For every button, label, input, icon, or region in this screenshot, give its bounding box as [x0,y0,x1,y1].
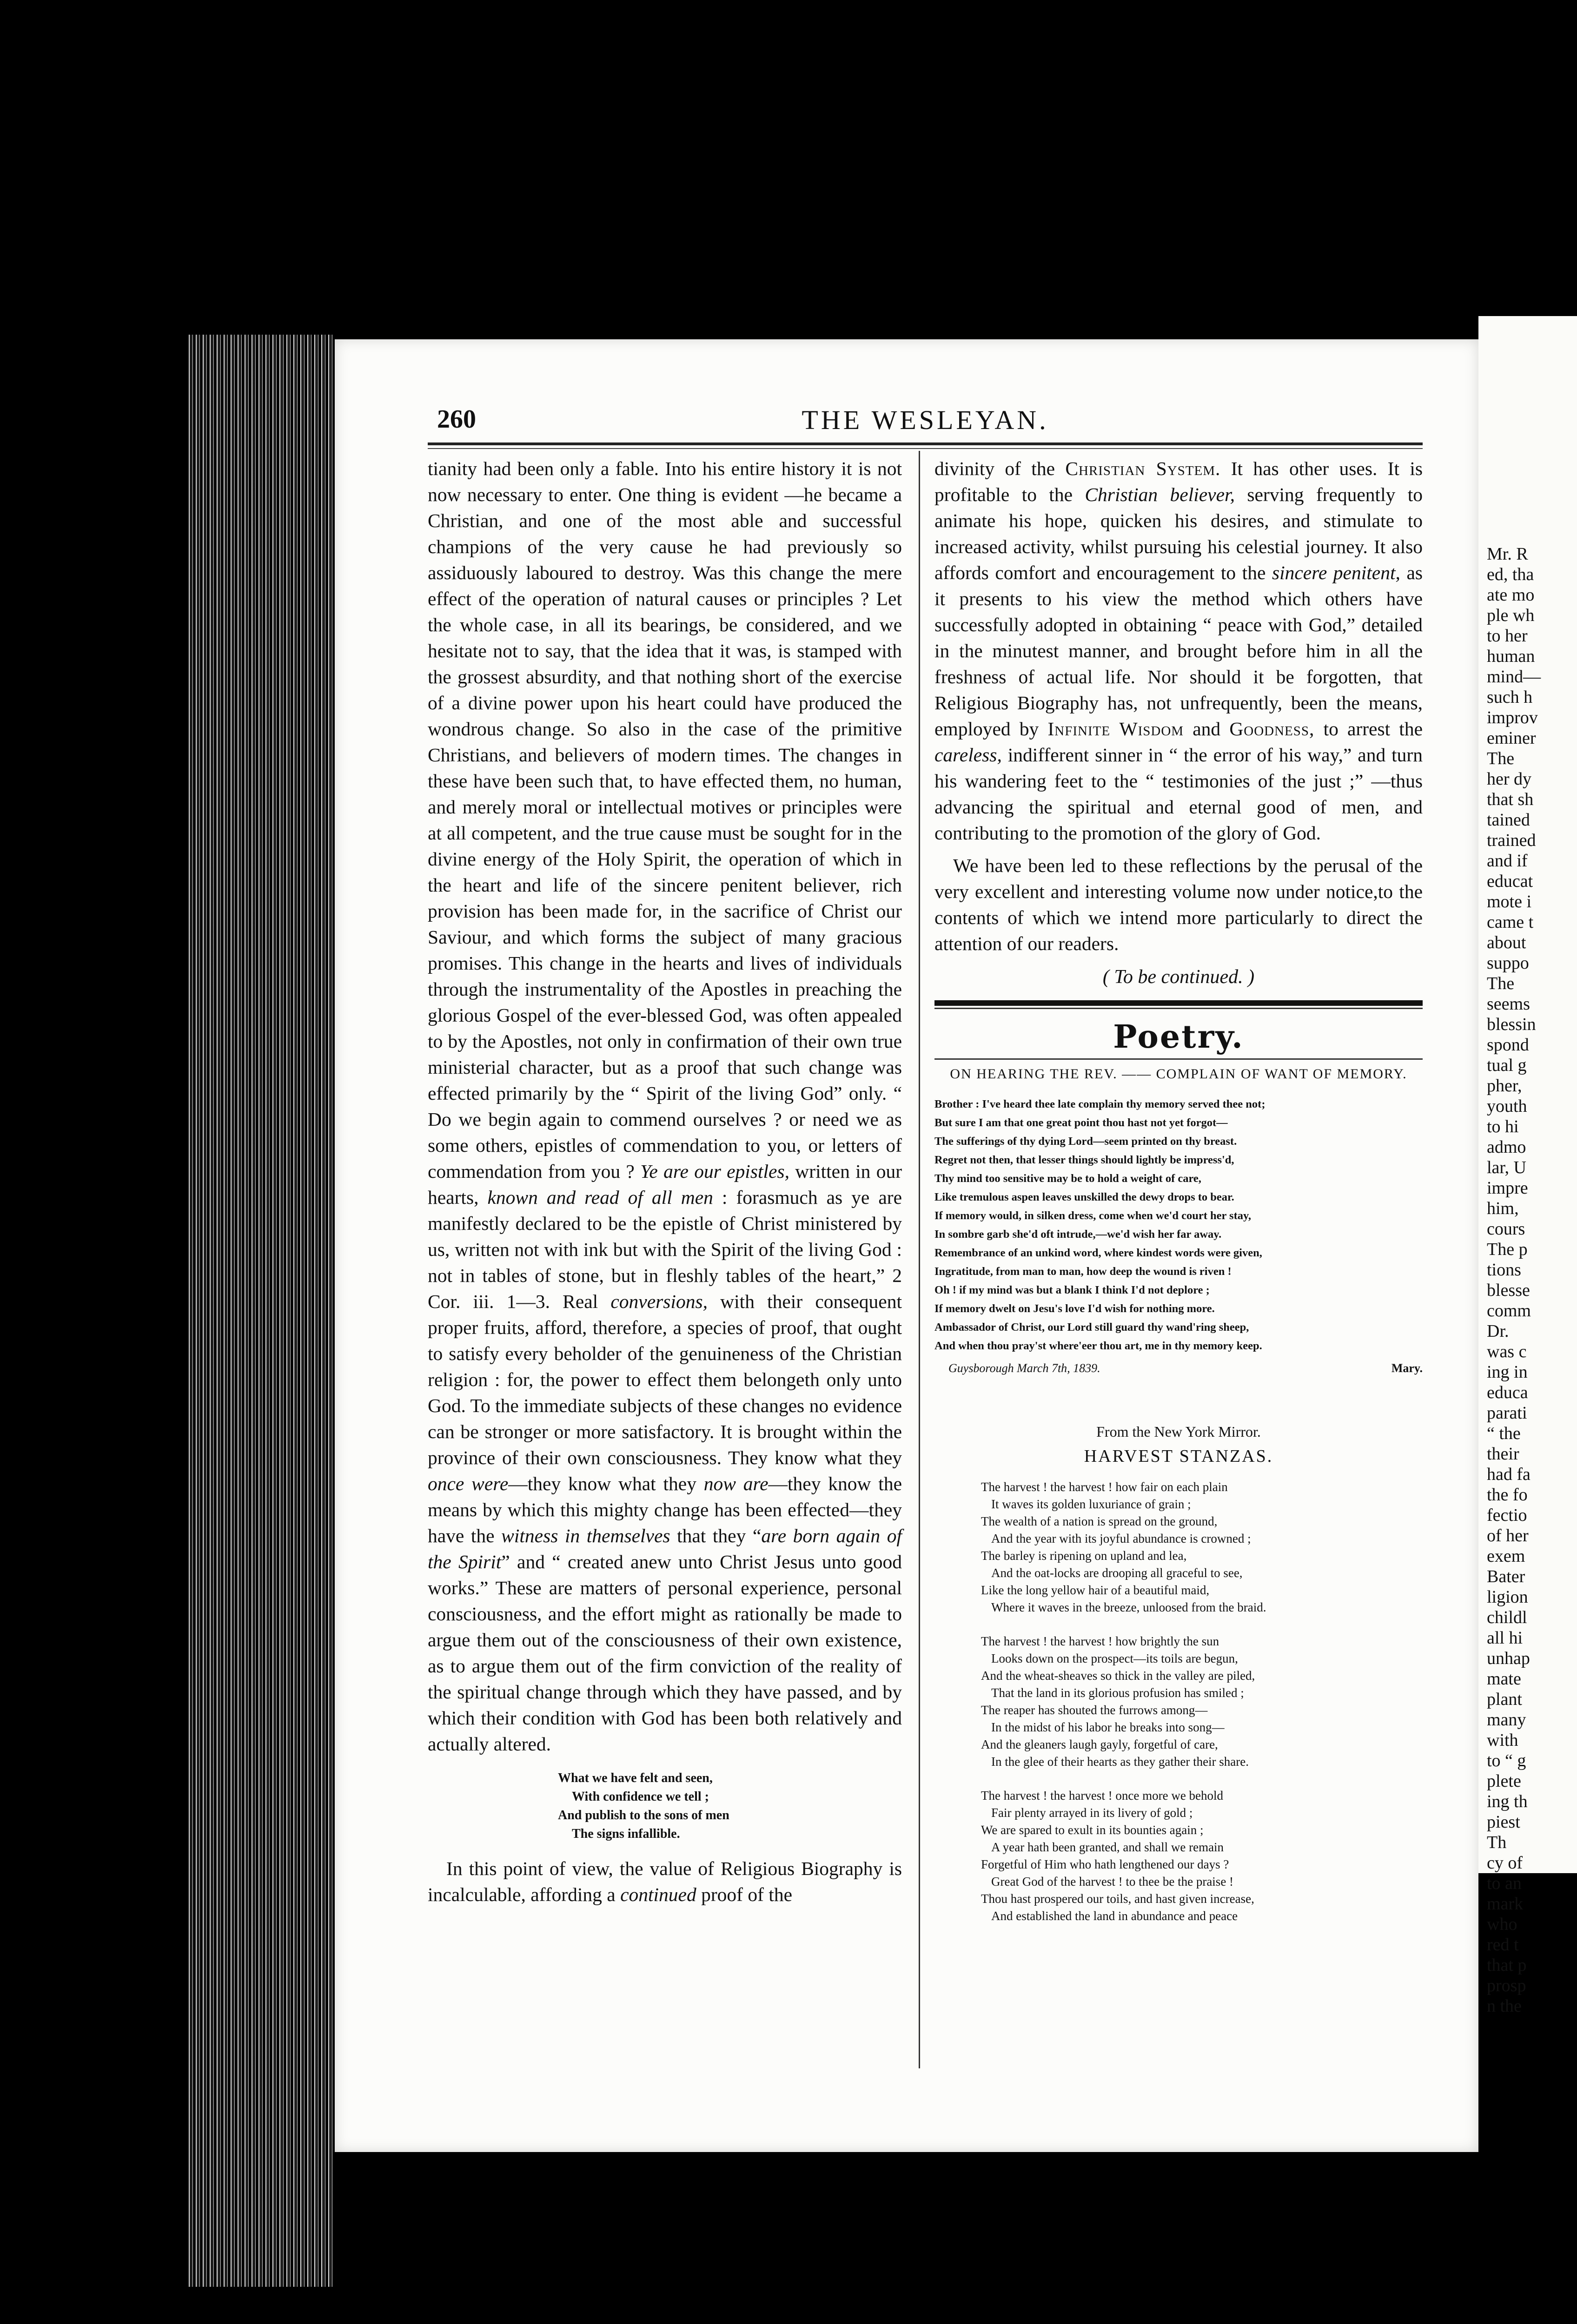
adjacent-page-fragment: to her [1487,626,1528,646]
poem-signature: Mary. [1391,1361,1423,1375]
adjacent-page-fragment: childl [1487,1608,1527,1627]
quote-line: What we have felt and seen, [558,1771,713,1785]
adjacent-page-fragment: exem [1487,1546,1525,1566]
adjacent-page-fragment: him, [1487,1199,1519,1218]
adjacent-page-fragment: that sh [1487,790,1534,809]
adjacent-page-edge [1478,316,1577,2016]
left-paragraph-1: tianity had been only a fable. Into his entire history it is not now necessary to enter. One thing is evident —he became a Christian, and one of the most able and successful champions of the very cause he had previously so assiduously laboured to destroy. Was this change the mere effect of the operation of natural causes or principles ? Let the whole case, in all its bearings, be considered, and we hesitate not to say, that the idea that it was, is stamped with the grossest absurdity, and that nothing short of the exercise of a divine power upon his heart could have produced the wondrous change. So also in the case of the primitive Christians, and believers of modern times. The changes in these have been such that, to have effected them, no human, and merely moral or intellectual motives or principles were at all competent, and the true cause must be sought for in the divine energy of the Holy Spirit, the operation of which in the heart and life of the sincere penitent believer, rich provision has been made for, in the sacrifice of Christ our Saviour, and which forms the subject of many gracious promises. This change in the hearts and lives of individuals through the instrumentality of the Apostles in preaching the glorious Gospel of the ever-blessed God, was often appealed to by the Apostles, not only in confirmation of their own true ministerial character, but as a proof that such change was effected primarily by the “ Spirit of the living God” only. “ Do we begin again to commend ourselves ? or need we as some others, epistles of commendation to you, or letters of commendation from you ? Ye are our epistles, written in our hearts, known and read of all men : forasmuch as ye are manifestly declared to be the epistle of Christ ministered by us, written not with ink but with the Spirit of the living God : not in tables of stone, but in fleshly tables of the heart,” 2 Cor. iii. 1—3. Real conversions, with their consequent proper fruits, afford, therefore, a species of proof, that ought to satisfy every beholder of the genuineness of the Christian religion : for, the power to effect them belongeth only unto God. To the immediate subjects of these changes no evidence can be stronger or more satisfactory. It is brought within the province of their own consciousness. They know what they once were—they know what they now are—they know the means by which this mighty change has been effected—they have the witness in themselves that they “are born again of the Spirit” and “ created anew unto Christ Jesus unto good works.” These are matters of personal experience, personal consciousness, and the effort might as rationally be made to argue them out of the consciousness of their own existence, as to argue them out of the firm conviction of the reality of the spiritual change through which they have passed, and by which their condition with God has been both relatively and actually altered. [428,458,902,1755]
poem-title-harvest: HARVEST STANZAS. [1084,1446,1273,1466]
stanza-line: And established the land in abundance and peace [991,1909,1238,1923]
adjacent-page-fragment: mate [1487,1669,1521,1689]
stanza-line: And the oat-locks are drooping all graceful to see, [991,1566,1243,1580]
poem-line: And when thou pray'st where'eer thou art, me in thy memory keep. [934,1340,1262,1352]
stanza-line: In the glee of their hearts as they gather their share. [991,1755,1249,1769]
adjacent-page-fragment: ple wh [1487,606,1535,625]
adjacent-page-fragment: mote i [1487,892,1532,911]
adjacent-page-fragment: The [1487,749,1515,768]
adjacent-page-fragment: parati [1487,1403,1527,1423]
stanza-line: The wealth of a nation is spread on the ground, [981,1514,1218,1528]
stanza-line: The harvest ! the harvest ! once more we behold [981,1789,1224,1802]
stanza-line: Looks down on the prospect—its toils are begun, [991,1651,1238,1665]
adjacent-page-fragment: with [1487,1730,1518,1750]
stanza-line: A year hath been granted, and shall we remain [991,1840,1224,1854]
left-column [428,456,902,1908]
poem-line: Regret not then, that lesser things should lightly be impress'd, [934,1154,1234,1166]
adjacent-page-fragment: “ the [1487,1424,1521,1443]
adjacent-page-fragment: was c [1487,1342,1527,1361]
adjacent-page-fragment: pher, [1487,1076,1522,1096]
adjacent-page-fragment: Dr. [1487,1321,1509,1341]
adjacent-page-fragment: eminer [1487,728,1536,748]
adjacent-page-fragment: that p [1487,1955,1527,1975]
book-binding-edge [186,335,335,2287]
adjacent-page-fragment: mind— [1487,667,1541,687]
adjacent-page-fragment: spond [1487,1035,1529,1055]
right-paragraph-2: We have been led to these reflections by the perusal of the very excellent and interesting volume now under notice,to the contents of which we intend more particularly to direct the attention of our readers. [934,855,1423,954]
poem-line: Remembrance of an unkind word, where kindest words were given, [934,1247,1262,1259]
quote-line: And publish to the sons of men [558,1808,729,1822]
stanza-line: It waves its golden luxuriance of grain ; [991,1497,1191,1511]
adjacent-page-fragment: came t [1487,912,1534,932]
poetry-heading: Poetry. [1113,1018,1244,1056]
adjacent-page-fragment: ligion [1487,1587,1528,1607]
adjacent-page-fragment: comm [1487,1301,1531,1320]
page-number: 260 [437,405,476,434]
poem-line: Ingratitude, from man to man, how deep the wound is riven ! [934,1265,1232,1278]
stanza [981,1479,1423,1616]
poem-title: ON HEARING THE REV. —— COMPLAIN OF WANT OF MEMORY. [950,1066,1407,1082]
stanza-line: That the land in its glorious profusion has smiled ; [991,1686,1244,1700]
adjacent-page-fragment: all hi [1487,1628,1523,1648]
poem-line: Thy mind too sensitive may be to hold a weight of care, [934,1172,1201,1185]
stanza-line: And the wheat-sheaves so thick in the valley are piled, [981,1669,1255,1683]
adjacent-page-fragment: ing th [1487,1792,1528,1811]
header-rule [428,442,1423,445]
section-rule-thin [934,1008,1423,1009]
poem-line: But sure I am that one great point thou hast not yet forgot— [934,1116,1228,1129]
adjacent-page-fragment: piest [1487,1812,1520,1832]
adjacent-page-fragment: improv [1487,708,1538,727]
adjacent-page-fragment: to “ g [1487,1751,1526,1770]
adjacent-page-fragment: youth [1487,1096,1527,1116]
poetry-rule [934,1058,1423,1060]
adjacent-page-fragment: human [1487,647,1535,666]
header-rule-thin [428,448,1423,449]
adjacent-page-fragment: unhap [1487,1649,1530,1668]
stanza-line: Great God of the harvest ! to thee be the praise ! [991,1875,1234,1888]
adjacent-page-fragment: fectio [1487,1505,1527,1525]
poem-line: Ambassador of Christ, our Lord still guard thy wand'ring sheep, [934,1321,1249,1334]
right-paragraph-1: divinity of the Christian System. It has other uses. It is profitable to the Christian believer, serving frequently to animate his hope, quicken his desires, and stimulate to increased activity, whilst pursuing his celestial journey. It also affords comfort and encouragement to the sincere penitent, as it presents to his view the method which others have successfully adopted in obtaining “ peace with God,” detailed in the minutest manner, and brought before him in all the freshness of actual life. Nor should it be forgotten, that Religious Biography has, not unfrequently, been the means, employed by Infinite Wisdom and Goodness, to arrest the careless, indifferent sinner in “ the error of his way,” and turn his wandering feet to the “ testimonies of the just ;” —thus advancing the spiritual and eternal good of men, and contributing to the promotion of the glory of God. [934,458,1423,844]
right-column [934,456,1423,1941]
adjacent-page-fragment: seems [1487,994,1530,1014]
adjacent-page-fragment: suppo [1487,953,1529,973]
poem-line: In sombre garb she'd oft intrude,—we'd wish her far away. [934,1228,1222,1241]
adjacent-page-fragment: tions [1487,1260,1521,1280]
adjacent-page-fragment: plete [1487,1771,1521,1791]
adjacent-page-fragment: trained [1487,831,1536,850]
page-header [437,404,1413,442]
poem-line: Brother : I've heard thee late complain thy memory served thee not; [934,1098,1266,1110]
adjacent-page-fragment: ed, tha [1487,565,1534,584]
adjacent-page-fragment: to hi [1487,1117,1519,1136]
adjacent-page-fragment: n the [1487,1996,1522,2016]
stanza-line: The harvest ! the harvest ! how brightly the sun [981,1634,1219,1648]
poem-line: If memory dwelt on Jesu's love I'd wish for nothing more. [934,1302,1215,1315]
adjacent-page-fragment: such h [1487,687,1533,707]
adjacent-page-fragment: educa [1487,1383,1528,1402]
adjacent-page-fragment: many [1487,1710,1526,1730]
stanza-line: Where it waves in the breeze, unloosed from the braid. [991,1600,1266,1614]
stanza-line: Thou hast prospered our toils, and hast given increase, [981,1892,1254,1906]
poem-line: The sufferings of thy dying Lord—seem printed on thy breast. [934,1135,1237,1148]
adjacent-page-fragment: red t [1487,1935,1519,1954]
adjacent-page-fragment: blessin [1487,1015,1536,1034]
adjacent-page-fragment: her dy [1487,769,1532,789]
adjacent-page-fragment: ing in [1487,1362,1528,1382]
hymn-quote [558,1769,902,1843]
adjacent-page-fragment: their [1487,1444,1519,1464]
column-divider [919,451,920,2068]
adjacent-page-fragment: who [1487,1915,1517,1934]
running-title: THE WESLEYAN. [802,405,1049,435]
adjacent-page-fragment: plant [1487,1690,1522,1709]
adjacent-page-fragment: Th [1487,1833,1507,1852]
adjacent-page-fragment: had fa [1487,1465,1531,1484]
adjacent-page-fragment: tained [1487,810,1530,830]
to-be-continued: ( To be continued. ) [1102,966,1255,988]
adjacent-page-fragment: The [1487,974,1515,993]
adjacent-page-fragment: blesse [1487,1281,1530,1300]
stanza [981,1633,1423,1770]
adjacent-page-fragment: lar, U [1487,1158,1526,1177]
adjacent-page-fragment: tual g [1487,1056,1527,1075]
stanza-line: We are spared to exult in its bounties again ; [981,1823,1204,1837]
adjacent-page-fragment: impre [1487,1178,1528,1198]
adjacent-page-fragment: of her [1487,1526,1529,1545]
stanza-line: And the gleaners laugh gayly, forgetful of care, [981,1737,1218,1751]
adjacent-page-fragment: ate mo [1487,585,1535,605]
poem-source: From the New York Mirror. [1096,1423,1261,1440]
quote-line: The signs infallible. [572,1827,680,1841]
left-paragraph-2: In this point of view, the value of Religious Biography is incalculable, affording a continued proof of the [428,1858,902,1905]
adjacent-page-fragment: cy of [1487,1853,1523,1873]
poem-line: If memory would, in silken dress, come when we'd court her stay, [934,1209,1251,1222]
adjacent-page-fragment: mark [1487,1894,1524,1914]
stanza-line: The harvest ! the harvest ! how fair on each plain [981,1480,1228,1494]
adjacent-page-fragment: prosp [1487,1976,1526,1995]
poem-memory [934,1095,1423,1379]
adjacent-page-fragment: Mr. R [1487,544,1528,564]
adjacent-page-fragment: admo [1487,1137,1526,1157]
poem-line: Oh ! if my mind was but a blank I think I'd not deplore ; [934,1284,1210,1296]
poem-signature-line [934,1358,1423,1379]
adjacent-page-fragment: The p [1487,1240,1528,1259]
stanza [981,1787,1423,1925]
stanza-line: In the midst of his labor he breaks into song— [991,1720,1225,1734]
adjacent-page-fragment: the fo [1487,1485,1528,1505]
stanza-line: And the year with its joyful abundance is crowned ; [991,1532,1251,1545]
adjacent-page-fragment: about [1487,933,1526,952]
adjacent-page-fragment: and if [1487,851,1528,871]
stanza-line: Fair plenty arrayed in its livery of gold ; [991,1806,1193,1820]
adjacent-page-fragment: Bater [1487,1567,1525,1586]
adjacent-page-fragment: to an [1487,1874,1522,1893]
stanza-line: The reaper has shouted the furrows among— [981,1703,1208,1717]
poem-place-date: Guysborough March 7th, 1839. [948,1361,1100,1375]
adjacent-page-fragment: cours [1487,1219,1525,1239]
stanza-line: Like the long yellow hair of a beautiful maid, [981,1583,1210,1597]
section-rule [934,1000,1423,1006]
adjacent-page-fragment: educat [1487,872,1533,891]
stanza-line: The barley is ripening on upland and lea, [981,1549,1187,1563]
stanza-line: Forgetful of Him who hath lengthened our days ? [981,1857,1229,1871]
book-page [335,339,1478,2152]
poem-line: Like tremulous aspen leaves unskilled the dewy drops to bear. [934,1191,1234,1203]
quote-line: With confidence we tell ; [572,1789,709,1804]
